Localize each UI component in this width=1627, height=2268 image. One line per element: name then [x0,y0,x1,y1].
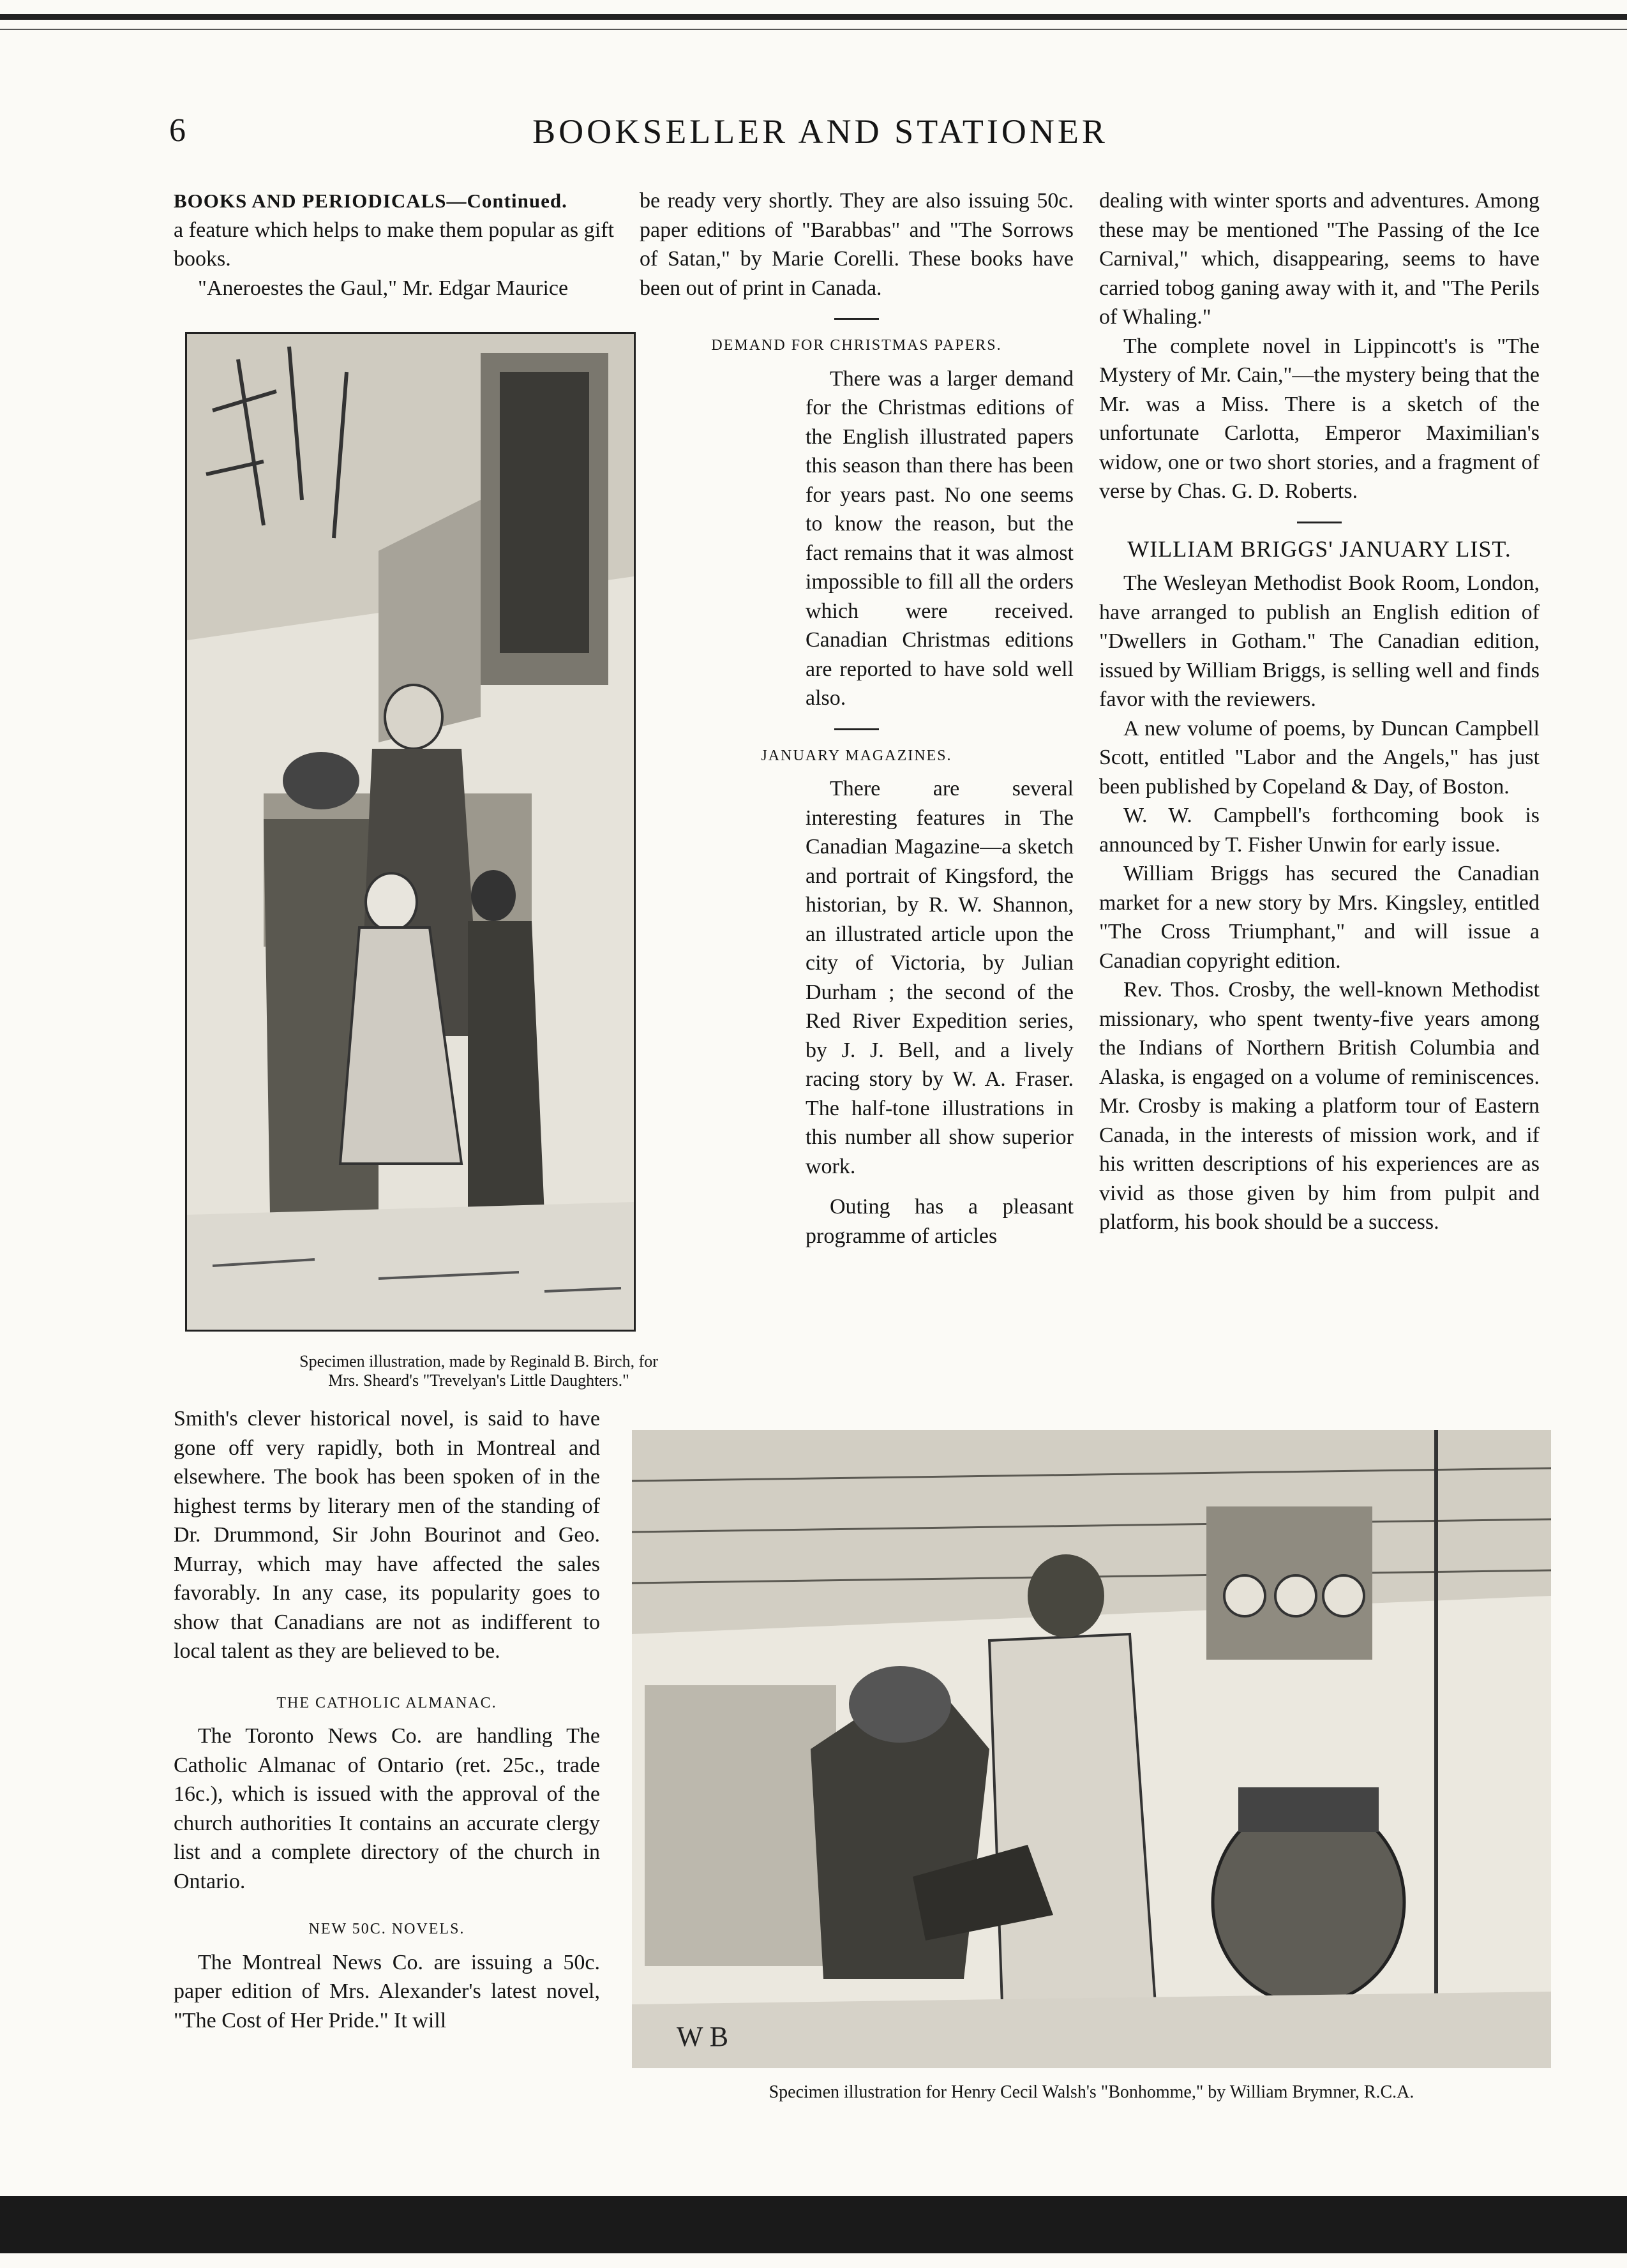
section-heading-new-novels: NEW 50C. NOVELS. [308,1921,465,1937]
illustration-bonhomme-interior [632,1430,1551,2068]
paragraph: The Wesleyan Methodist Book Room, London, have arranged to publish an English edition of "Dwellers in Gotham." The Canadian edition, issued by William Briggs, is selling well and finds favor with the reviewers. [1099,571,1540,711]
illustration-figures-icon [187,334,634,1330]
bottom-border-band [0,2196,1627,2253]
paragraph: The Toronto News Co. are handling The Catholic Almanac of Ontario (ret. 25c., trade 16c.), which is issued with the approval of the church authorities It contains an accurate clergy list and a complete directory of the church in Ontario. [174,1724,600,1893]
paragraph: The Montreal News Co. are issuing a 50c. paper edition of Mrs. Alexander's latest novel, "The Cost of Her Pride." It will [174,1950,600,2032]
column-1-bottom [174,1404,600,2035]
paragraph: dealing with winter sports and adventures. Among these may be mentioned "The Passing of the Ice Carnival," which, disappearing, seems to have carried tobog ganing away with it, and "The Perils of Whaling." [1099,189,1540,329]
paragraph: A new volume of poems, by Duncan Campbell Scott, entitled "Labor and the Angels," has just been published by Copeland & Day, of Boston. [1099,716,1540,799]
paragraph: W. W. Campbell's forthcoming book is announced by T. Fisher Unwin for early issue. [1099,804,1540,857]
paragraph: The complete novel in Lippincott's is "The Mystery of Mr. Cain,"—the mystery being that the Mr. was a Miss. There is a sketch of the unfortunate Carlotta, Emperor Maximilian's widow, one or two short stories, and a fragment of verse by Chas. G. D. Roberts. [1099,334,1540,503]
paragraph: a feature which helps to make them popular as gift books. [174,218,614,271]
page-number: 6 [169,112,186,149]
section-separator [1297,522,1342,523]
paragraph: There are several interesting features in The Canadian Magazine—a sketch and portrait of Kingsford, the historian, by R. W. Shannon, an illustrated article upon the city of Victoria, by Julian Durham ; the second of the Red River Expedition series, by J. J. Bell, and a lively racing story by W. A. Fraser. The half-tone illustrations in this number all show superior work. [806,777,1074,1178]
paragraph: Smith's clever historical novel, is said to have gone off very rapidly, both in Montreal and elsewhere. The book has been spoken of in the highest terms by literary men of the standing of Dr. Drummond, Sir John Bourinot and Geo. Murray, which may have affected the sales favorably. In any case, its popularity goes to show that Canadians are not as indifferent to local talent as they are believed to be. [174,1407,600,1663]
illustration-interior-icon [632,1430,1551,2068]
illustration-2-caption: Specimen illustration for Henry Cecil Walsh's "Bonhomme," by William Brymner, R.C.A. [769,2082,1414,2102]
column-3 [1099,186,1540,1237]
paragraph: William Briggs has secured the Canadian market for a new story by Mrs. Kingsley, entitled "The Cross Triumphant," and will issue a Canadian copyright edition. [1099,862,1540,973]
section-heading-january-magazines: JANUARY MAGAZINES. [761,747,952,764]
paragraph: Rev. Thos. Crosby, the well-known Methodist missionary, who spent twenty-five years among the Indians of Northern British Columbia and Alaska, is engaged on a volume of reminiscences. Mr. Crosby is making a platform tour of Eastern Canada, in the interests of mission work, and if his written descriptions of his experiences are as vivid as those given by him from pulpit and platform, his book should be a success. [1099,978,1540,1234]
section-separator [834,318,879,320]
section-heading-christmas-papers: DEMAND FOR CHRISTMAS PAPERS. [711,337,1002,354]
paragraph: be ready very shortly. They are also issuing 50c. paper editions of "Barabbas" and "The Sorrows of Satan," by Marie Corelli. These books have been out of print in Canada. [640,189,1074,300]
paragraph: "Aneroestes the Gaul," Mr. Edgar Maurice [198,276,569,300]
section-heading-briggs-list: WILLIAM BRIGGS' JANUARY LIST. [1127,536,1511,562]
artist-signature: W B [677,2021,729,2052]
journal-title: BOOKSELLER AND STATIONER [532,112,1108,151]
column-1-top [174,186,614,303]
illustration-1-caption [223,1352,734,1390]
column-2 [640,186,1074,1250]
top-border-rule [0,14,1627,20]
paragraph: Outing has a pleasant programme of articles [806,1195,1074,1248]
running-header [0,112,1627,169]
paragraph: There was a larger demand for the Christmas editions of the English illustrated papers this season than there has been for years past. No one seems to know the reason, but the fact remains that it was almost impossible to fill all the orders which were received. Canadian Christmas editions are reported to have sold well also. [806,366,1074,710]
section-running-head: BOOKS AND PERIODICALS—Continued. [174,190,567,212]
caption-line: Mrs. Sheard's "Trevelyan's Little Daughters." [328,1371,629,1390]
section-separator [834,728,879,730]
section-heading-catholic-almanac: THE CATHOLIC ALMANAC. [276,1694,497,1711]
caption-line: Specimen illustration, made by Reginald B. Birch, for [299,1352,658,1371]
illustration-winter-scene [185,332,636,1332]
top-border-rule-thin [0,29,1627,30]
